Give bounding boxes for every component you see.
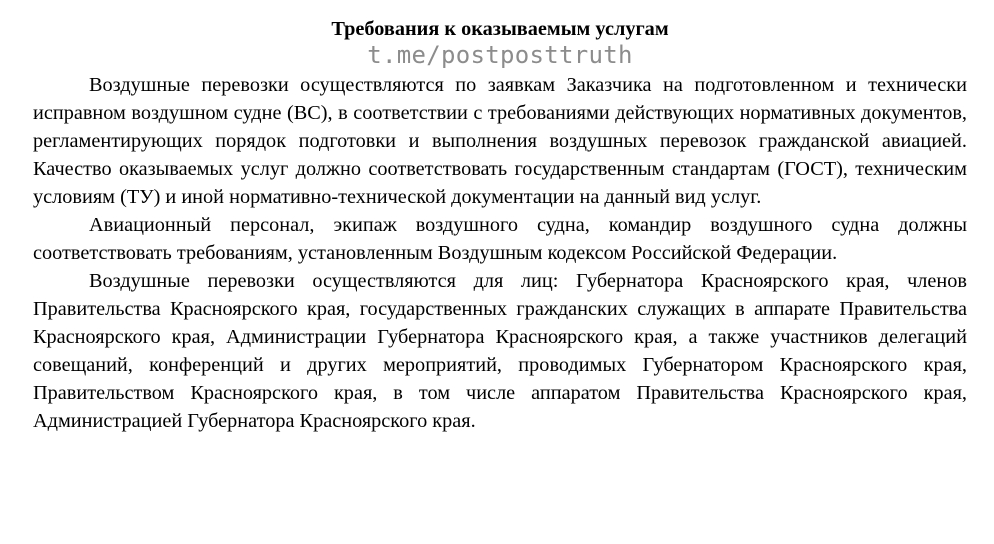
paragraph-requirements: Воздушные перевозки осуществляются по заявкам Заказчика на подготовленном и технически исправном воздушном судне (ВС), в соответствии с требованиями действующих нормативных документов, регламентирующих порядок подготовки и выполнения воздушных перевозок гражданской авиацией. Качество оказываемых услуг должно соответствовать государственным стандартам (ГОСТ), техническим условиям (ТУ) и иной нормативно-технической документации на данный вид услуг.	[33, 74, 967, 208]
paragraph-passengers: Воздушные перевозки осуществляются для лиц: Губернатора Красноярского края, членов Правительства Красноярского края, государственных гражданских служащих в аппарате Правительства Красноярского края, Администрации Губернатора Красноярского края, а также участников делегаций совещаний, конференций и других мероприятий, проводимых Губернатором Красноярского края, Правительством Красноярского края, в том числе аппаратом Правительства Красноярского края, Администрацией Губернатора Красноярского края.	[33, 270, 967, 432]
document-title: Требования к оказываемым услугам	[331, 18, 669, 40]
document-body	[33, 71, 967, 435]
channel-watermark: t.me/postposttruth	[367, 41, 633, 69]
document-page	[33, 0, 967, 435]
paragraph-personnel: Авиационный персонал, экипаж воздушного судна, командир воздушного судна должны соответствовать требованиям, установленным Воздушным кодексом Российской Федерации.	[33, 214, 967, 264]
